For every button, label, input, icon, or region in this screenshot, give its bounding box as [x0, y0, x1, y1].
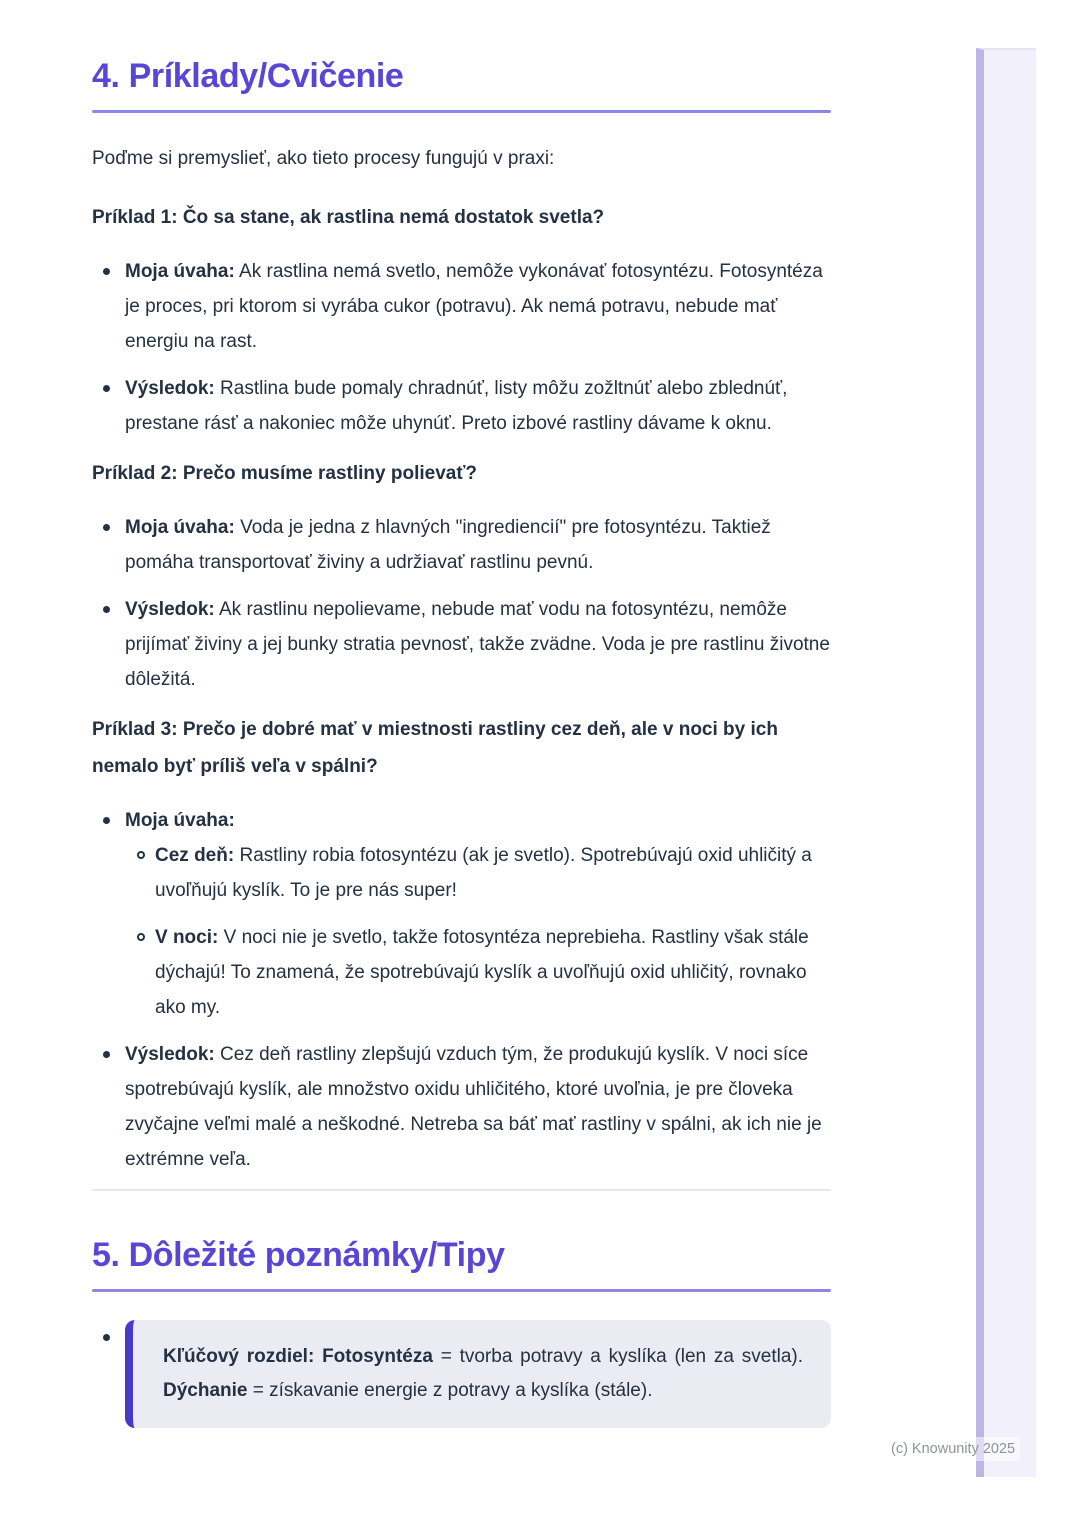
list-item: [92, 803, 831, 1025]
example-1-title: Príklad 1: Čo sa stane, ak rastlina nemá dostatok svetla?: [92, 207, 605, 228]
example-3-list: [92, 803, 831, 1177]
callout-bold-2: Dýchanie: [163, 1380, 248, 1401]
bullet-text: Cez deň rastliny zlepšujú vzduch tým, že produkujú kyslík. V noci síce spotrebúvajú kyslík, ale množstvo oxidu uhličitého, ktoré uvoľnia, je pre človeka zvyčajne veľmi malé a neškodné. Netreba sa báť mať rastliny v spálni, ak ich nie je extrémne veľa.: [125, 1044, 822, 1170]
bullet-dot-icon: [103, 817, 110, 824]
bullet-dot-icon: [103, 1051, 110, 1058]
bullet-label: Výsledok:: [125, 378, 215, 399]
callout-item: [92, 1320, 831, 1428]
list-item: [92, 254, 831, 359]
bullet-label: Moja úvaha:: [125, 517, 235, 538]
copyright-note: (c) Knowunity 2025: [886, 1437, 1020, 1461]
sub-bullet-text: Rastliny robia fotosyntézu (ak je svetlo). Spotrebúvajú oxid uhličitý a uvoľňujú kyslík. To je pre nás super!: [155, 845, 812, 901]
example-3-sublist: [125, 838, 831, 1025]
bullet-dot-icon: [103, 606, 110, 613]
section-divider: [92, 1189, 831, 1191]
example-1-list: [92, 254, 831, 441]
bullet-circle-icon: [137, 933, 145, 941]
bullet-label: Výsledok:: [125, 1044, 215, 1065]
bullet-dot-icon: [103, 385, 110, 392]
sub-list-item: [125, 920, 831, 1025]
page-content: [92, 0, 831, 1440]
callout-bold-1: Kľúčový rozdiel: Fotosyntéza: [163, 1346, 433, 1367]
sub-bullet-label: Cez deň:: [155, 845, 235, 866]
page-edge-panel: [976, 48, 1036, 1477]
list-item: [92, 371, 831, 441]
bullet-dot-icon: [103, 1334, 110, 1341]
section-examples: [92, 56, 831, 1191]
list-item: [92, 592, 831, 697]
bullet-dot-icon: [103, 524, 110, 531]
bullet-text: Voda je jedna z hlavných "ingrediencií" pre fotosyntézu. Taktiež pomáha transportovať živiny a udržiavať rastlinu pevnú.: [125, 517, 771, 573]
list-item: [92, 510, 831, 580]
section-tips: [92, 1235, 831, 1428]
bullet-circle-icon: [137, 851, 145, 859]
sub-list-item: [125, 838, 831, 908]
key-difference-callout: [125, 1320, 831, 1428]
bullet-text: Rastlina bude pomaly chradnúť, listy môžu zožltnúť alebo zblednúť, prestane rásť a nakoniec môže uhynúť. Preto izbové rastliny dávame k oknu.: [125, 378, 788, 434]
bullet-text: Ak rastlina nemá svetlo, nemôže vykonávať fotosyntézu. Fotosyntéza je proces, pri ktorom si vyrába cukor (potravu). Ak nemá potravu, nebude mať energiu na rast.: [125, 261, 823, 352]
section-5-heading: 5. Dôležité poznámky/Tipy: [92, 1236, 505, 1274]
section-4-heading: 4. Príklady/Cvičenie: [92, 57, 404, 95]
list-item: [92, 1037, 831, 1177]
example-2-title: Príklad 2: Prečo musíme rastliny polievať?: [92, 463, 478, 484]
bullet-label: Moja úvaha:: [125, 261, 235, 282]
bullet-text: Ak rastlinu nepolievame, nebude mať vodu na fotosyntézu, nemôže prijímať živiny a jej bunky stratia pevnosť, takže zvädne. Voda je pre rastlinu životne dôležitá.: [125, 599, 830, 690]
bullet-label: Moja úvaha:: [125, 810, 235, 831]
example-2-list: [92, 510, 831, 697]
bullet-dot-icon: [103, 268, 110, 275]
heading-rule: [92, 1289, 831, 1292]
heading-rule: [92, 110, 831, 113]
callout-text-1: = tvorba potravy a kyslíka (len za svetla).: [432, 1346, 803, 1367]
sub-bullet-text: V noci nie je svetlo, takže fotosyntéza neprebieha. Rastliny však stále dýchajú! To znamená, že spotrebúvajú kyslík a uvoľňujú oxid uhličitý, rovnako ako my.: [155, 927, 809, 1018]
bullet-label: Výsledok:: [125, 599, 215, 620]
sub-bullet-label: V noci:: [155, 927, 219, 948]
intro-paragraph: Poďme si premyslieť, ako tieto procesy fungujú v praxi:: [92, 148, 555, 169]
tips-list: [92, 1320, 831, 1428]
callout-text-2: = získavanie energie z potravy a kyslíka (stále).: [247, 1380, 653, 1401]
example-3-title: Príklad 3: Prečo je dobré mať v miestnosti rastliny cez deň, ale v noci by ich nemalo byť príliš veľa v spálni?: [92, 719, 778, 777]
